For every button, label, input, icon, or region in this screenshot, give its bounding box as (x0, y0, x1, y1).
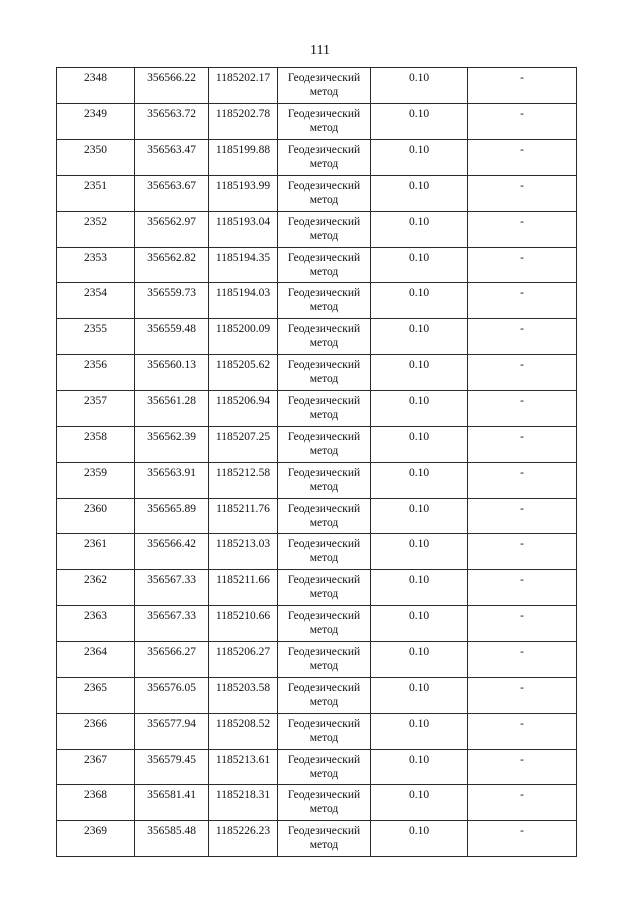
y-coordinate-cell (209, 642, 278, 678)
method-cell (278, 463, 371, 499)
y-coordinate-cell-text: 1185212.58 (215, 467, 271, 479)
y-coordinate-cell-text: 1185213.03 (215, 538, 271, 550)
y-coordinate-cell-text: 1185210.66 (215, 610, 271, 622)
x-coordinate-cell (135, 104, 209, 140)
accuracy-cell-text: 0.10 (408, 574, 430, 586)
table-row (57, 499, 577, 534)
accuracy-cell (371, 176, 468, 212)
y-coordinate-cell-text: 1185203.58 (215, 682, 271, 694)
note-cell (468, 427, 577, 463)
x-coordinate-cell (135, 750, 209, 785)
point-number-cell-text: 2367 (84, 754, 107, 766)
table-row (57, 176, 577, 212)
method-cell-text: Геодезический метод (287, 646, 361, 672)
accuracy-cell (371, 391, 468, 427)
y-coordinate-cell (209, 785, 278, 821)
point-number-cell-text: 2354 (84, 287, 107, 299)
method-cell-text: Геодезический метод (287, 789, 361, 815)
method-cell (278, 391, 371, 427)
accuracy-cell (371, 212, 468, 248)
method-cell-text: Геодезический метод (287, 538, 361, 564)
y-coordinate-cell-text: 1185211.66 (216, 574, 270, 586)
point-number-cell-text: 2357 (84, 395, 107, 407)
method-cell-text: Геодезический метод (287, 682, 361, 708)
x-coordinate-cell (135, 534, 209, 570)
accuracy-cell-text: 0.10 (408, 610, 430, 622)
accuracy-cell-text: 0.10 (408, 467, 430, 479)
x-coordinate-cell (135, 427, 209, 463)
table-row (57, 283, 577, 319)
method-cell-text: Геодезический метод (287, 216, 361, 242)
table-row (57, 570, 577, 606)
note-cell-text: - (520, 610, 524, 622)
x-coordinate-cell-text: 356562.39 (147, 431, 196, 443)
method-cell-text: Геодезический метод (287, 825, 361, 851)
note-cell-text: - (520, 754, 524, 766)
accuracy-cell (371, 319, 468, 355)
x-coordinate-cell (135, 821, 209, 857)
method-cell (278, 678, 371, 714)
note-cell (468, 140, 577, 176)
x-coordinate-cell-text: 356566.42 (147, 538, 196, 550)
y-coordinate-cell (209, 714, 278, 750)
accuracy-cell-text: 0.10 (408, 323, 430, 335)
method-cell-text: Геодезический метод (287, 503, 361, 529)
note-cell (468, 212, 577, 248)
note-cell-text: - (520, 72, 524, 84)
y-coordinate-cell (209, 463, 278, 499)
x-coordinate-cell-text: 356581.41 (147, 789, 196, 801)
table-row (57, 140, 577, 176)
y-coordinate-cell-text: 1185208.52 (215, 718, 271, 730)
accuracy-cell-text: 0.10 (408, 359, 430, 371)
method-cell-text: Геодезический метод (287, 323, 361, 349)
point-number-cell (57, 140, 135, 176)
note-cell (468, 499, 577, 534)
point-number-cell-text: 2356 (84, 359, 107, 371)
method-cell (278, 785, 371, 821)
x-coordinate-cell-text: 356567.33 (147, 574, 196, 586)
note-cell-text: - (520, 395, 524, 407)
y-coordinate-cell-text: 1185194.35 (215, 252, 271, 264)
x-coordinate-cell-text: 356559.48 (147, 323, 196, 335)
note-cell (468, 68, 577, 104)
accuracy-cell (371, 678, 468, 714)
table-row (57, 785, 577, 821)
note-cell-text: - (520, 538, 524, 550)
accuracy-cell (371, 534, 468, 570)
y-coordinate-cell-text: 1185213.61 (215, 754, 271, 766)
x-coordinate-cell (135, 355, 209, 391)
y-coordinate-cell-text: 1185200.09 (215, 323, 271, 335)
point-number-cell-text: 2366 (84, 718, 107, 730)
point-number-cell-text: 2359 (84, 467, 107, 479)
y-coordinate-cell (209, 319, 278, 355)
x-coordinate-cell-text: 356585.48 (147, 825, 196, 837)
accuracy-cell (371, 463, 468, 499)
y-coordinate-cell (209, 355, 278, 391)
note-cell (468, 642, 577, 678)
note-cell (468, 104, 577, 140)
table-row (57, 391, 577, 427)
point-number-cell-text: 2350 (84, 144, 107, 156)
method-cell (278, 248, 371, 283)
method-cell (278, 140, 371, 176)
point-number-cell (57, 248, 135, 283)
note-cell-text: - (520, 574, 524, 586)
accuracy-cell-text: 0.10 (408, 789, 430, 801)
table-row (57, 463, 577, 499)
x-coordinate-cell (135, 606, 209, 642)
table-row (57, 248, 577, 283)
y-coordinate-cell-text: 1185206.94 (215, 395, 271, 407)
method-cell-text: Геодезический метод (287, 718, 361, 744)
accuracy-cell-text: 0.10 (408, 754, 430, 766)
method-cell (278, 427, 371, 463)
accuracy-cell-text: 0.10 (408, 718, 430, 730)
note-cell-text: - (520, 180, 524, 192)
table-row (57, 104, 577, 140)
x-coordinate-cell-text: 356565.89 (147, 503, 196, 515)
method-cell (278, 68, 371, 104)
method-cell (278, 714, 371, 750)
y-coordinate-cell-text: 1185211.76 (216, 503, 270, 515)
point-number-cell-text: 2368 (84, 789, 107, 801)
method-cell-text: Геодезический метод (287, 287, 361, 313)
note-cell-text: - (520, 467, 524, 479)
x-coordinate-cell-text: 356559.73 (147, 287, 196, 299)
point-number-cell-text: 2353 (84, 252, 107, 264)
x-coordinate-cell-text: 356563.72 (147, 108, 196, 120)
y-coordinate-cell (209, 499, 278, 534)
x-coordinate-cell-text: 356562.82 (147, 252, 196, 264)
y-coordinate-cell (209, 606, 278, 642)
y-coordinate-cell-text: 1185218.31 (215, 789, 271, 801)
note-cell (468, 821, 577, 857)
method-cell-text: Геодезический метод (287, 108, 361, 134)
y-coordinate-cell-text: 1185193.04 (215, 216, 271, 228)
y-coordinate-cell-text: 1185205.62 (215, 359, 271, 371)
method-cell (278, 499, 371, 534)
note-cell-text: - (520, 646, 524, 658)
note-cell-text: - (520, 682, 524, 694)
accuracy-cell (371, 821, 468, 857)
accuracy-cell-text: 0.10 (408, 252, 430, 264)
method-cell (278, 319, 371, 355)
x-coordinate-cell-text: 356561.28 (147, 395, 196, 407)
accuracy-cell (371, 283, 468, 319)
note-cell (468, 570, 577, 606)
note-cell (468, 785, 577, 821)
accuracy-cell-text: 0.10 (408, 144, 430, 156)
table-row (57, 68, 577, 104)
x-coordinate-cell (135, 319, 209, 355)
x-coordinate-cell (135, 499, 209, 534)
method-cell (278, 176, 371, 212)
table-row (57, 427, 577, 463)
point-number-cell (57, 570, 135, 606)
point-number-cell (57, 750, 135, 785)
note-cell (468, 283, 577, 319)
y-coordinate-cell (209, 212, 278, 248)
y-coordinate-cell-text: 1185202.17 (215, 72, 271, 84)
accuracy-cell (371, 248, 468, 283)
y-coordinate-cell-text: 1185207.25 (215, 431, 271, 443)
accuracy-cell-text: 0.10 (408, 503, 430, 515)
y-coordinate-cell (209, 534, 278, 570)
y-coordinate-cell-text: 1185202.78 (215, 108, 271, 120)
accuracy-cell-text: 0.10 (408, 72, 430, 84)
x-coordinate-cell-text: 356566.22 (147, 72, 196, 84)
y-coordinate-cell-text: 1185194.03 (215, 287, 271, 299)
accuracy-cell (371, 68, 468, 104)
accuracy-cell-text: 0.10 (408, 108, 430, 120)
x-coordinate-cell (135, 248, 209, 283)
note-cell (468, 678, 577, 714)
accuracy-cell-text: 0.10 (408, 180, 430, 192)
y-coordinate-cell (209, 678, 278, 714)
note-cell-text: - (520, 252, 524, 264)
y-coordinate-cell (209, 570, 278, 606)
y-coordinate-cell (209, 283, 278, 319)
point-number-cell (57, 678, 135, 714)
note-cell-text: - (520, 287, 524, 299)
table-row (57, 821, 577, 857)
accuracy-cell-text: 0.10 (408, 431, 430, 443)
accuracy-cell-text: 0.10 (408, 825, 430, 837)
table-row (57, 750, 577, 785)
point-number-cell (57, 68, 135, 104)
accuracy-cell (371, 104, 468, 140)
note-cell-text: - (520, 216, 524, 228)
note-cell-text: - (520, 144, 524, 156)
x-coordinate-cell (135, 642, 209, 678)
note-cell-text: - (520, 431, 524, 443)
note-cell (468, 176, 577, 212)
note-cell (468, 319, 577, 355)
y-coordinate-cell (209, 427, 278, 463)
method-cell-text: Геодезический метод (287, 180, 361, 206)
x-coordinate-cell-text: 356563.67 (147, 180, 196, 192)
note-cell-text: - (520, 789, 524, 801)
table-row (57, 714, 577, 750)
method-cell-text: Геодезический метод (287, 359, 361, 385)
point-number-cell (57, 821, 135, 857)
note-cell-text: - (520, 503, 524, 515)
accuracy-cell-text: 0.10 (408, 538, 430, 550)
note-cell-text: - (520, 825, 524, 837)
accuracy-cell-text: 0.10 (408, 287, 430, 299)
method-cell-text: Геодезический метод (287, 252, 361, 278)
y-coordinate-cell (209, 391, 278, 427)
point-number-cell (57, 176, 135, 212)
point-number-cell (57, 642, 135, 678)
y-coordinate-cell (209, 68, 278, 104)
note-cell-text: - (520, 108, 524, 120)
y-coordinate-cell (209, 248, 278, 283)
point-number-cell (57, 534, 135, 570)
method-cell (278, 534, 371, 570)
note-cell (468, 750, 577, 785)
coordinates-table (56, 67, 577, 857)
table-row (57, 678, 577, 714)
x-coordinate-cell-text: 356562.97 (147, 216, 196, 228)
note-cell (468, 248, 577, 283)
method-cell (278, 355, 371, 391)
method-cell (278, 606, 371, 642)
point-number-cell-text: 2369 (84, 825, 107, 837)
y-coordinate-cell (209, 176, 278, 212)
x-coordinate-cell-text: 356563.91 (147, 467, 196, 479)
point-number-cell (57, 355, 135, 391)
x-coordinate-cell (135, 570, 209, 606)
point-number-cell-text: 2355 (84, 323, 107, 335)
method-cell (278, 642, 371, 678)
point-number-cell (57, 463, 135, 499)
y-coordinate-cell (209, 140, 278, 176)
point-number-cell-text: 2358 (84, 431, 107, 443)
method-cell (278, 570, 371, 606)
note-cell (468, 534, 577, 570)
method-cell-text: Геодезический метод (287, 574, 361, 600)
accuracy-cell (371, 714, 468, 750)
method-cell (278, 750, 371, 785)
point-number-cell-text: 2352 (84, 216, 107, 228)
table-row (57, 212, 577, 248)
y-coordinate-cell-text: 1185199.88 (215, 144, 271, 156)
method-cell-text: Геодезический метод (287, 754, 361, 780)
table-row (57, 642, 577, 678)
note-cell-text: - (520, 718, 524, 730)
point-number-cell (57, 319, 135, 355)
x-coordinate-cell-text: 356577.94 (147, 718, 196, 730)
y-coordinate-cell-text: 1185206.27 (215, 646, 271, 658)
point-number-cell-text: 2364 (84, 646, 107, 658)
accuracy-cell-text: 0.10 (408, 646, 430, 658)
y-coordinate-cell (209, 104, 278, 140)
accuracy-cell (371, 427, 468, 463)
note-cell (468, 606, 577, 642)
method-cell (278, 104, 371, 140)
x-coordinate-cell-text: 356576.05 (147, 682, 196, 694)
point-number-cell (57, 427, 135, 463)
table-row (57, 534, 577, 570)
method-cell-text: Геодезический метод (287, 72, 361, 98)
method-cell-text: Геодезический метод (287, 395, 361, 421)
accuracy-cell (371, 355, 468, 391)
point-number-cell-text: 2365 (84, 682, 107, 694)
x-coordinate-cell (135, 140, 209, 176)
x-coordinate-cell (135, 678, 209, 714)
table-row (57, 355, 577, 391)
point-number-cell-text: 2362 (84, 574, 107, 586)
table-row (57, 319, 577, 355)
x-coordinate-cell (135, 463, 209, 499)
method-cell-text: Геодезический метод (287, 467, 361, 493)
accuracy-cell (371, 750, 468, 785)
point-number-cell (57, 104, 135, 140)
point-number-cell-text: 2361 (84, 538, 107, 550)
point-number-cell-text: 2360 (84, 503, 107, 515)
method-cell-text: Геодезический метод (287, 144, 361, 170)
y-coordinate-cell (209, 821, 278, 857)
x-coordinate-cell (135, 714, 209, 750)
note-cell (468, 391, 577, 427)
table-row (57, 606, 577, 642)
note-cell (468, 463, 577, 499)
accuracy-cell-text: 0.10 (408, 395, 430, 407)
method-cell (278, 283, 371, 319)
x-coordinate-cell (135, 283, 209, 319)
x-coordinate-cell (135, 391, 209, 427)
x-coordinate-cell (135, 176, 209, 212)
x-coordinate-cell (135, 212, 209, 248)
note-cell-text: - (520, 359, 524, 371)
method-cell (278, 212, 371, 248)
accuracy-cell (371, 642, 468, 678)
point-number-cell (57, 714, 135, 750)
x-coordinate-cell-text: 356563.47 (147, 144, 196, 156)
method-cell (278, 821, 371, 857)
accuracy-cell (371, 606, 468, 642)
point-number-cell (57, 499, 135, 534)
point-number-cell-text: 2348 (84, 72, 107, 84)
point-number-cell (57, 785, 135, 821)
point-number-cell (57, 606, 135, 642)
accuracy-cell (371, 785, 468, 821)
point-number-cell (57, 212, 135, 248)
x-coordinate-cell-text: 356560.13 (147, 359, 196, 371)
note-cell-text: - (520, 323, 524, 335)
point-number-cell-text: 2363 (84, 610, 107, 622)
accuracy-cell (371, 140, 468, 176)
method-cell-text: Геодезический метод (287, 610, 361, 636)
x-coordinate-cell (135, 68, 209, 104)
page-number: 111 (310, 43, 330, 58)
point-number-cell-text: 2349 (84, 108, 107, 120)
note-cell (468, 355, 577, 391)
x-coordinate-cell-text: 356579.45 (147, 754, 196, 766)
y-coordinate-cell (209, 750, 278, 785)
point-number-cell (57, 391, 135, 427)
coordinates-table-body (57, 68, 577, 857)
x-coordinate-cell-text: 356566.27 (147, 646, 196, 658)
accuracy-cell-text: 0.10 (408, 682, 430, 694)
accuracy-cell (371, 499, 468, 534)
accuracy-cell (371, 570, 468, 606)
y-coordinate-cell-text: 1185226.23 (215, 825, 271, 837)
point-number-cell-text: 2351 (84, 180, 107, 192)
method-cell-text: Геодезический метод (287, 431, 361, 457)
x-coordinate-cell-text: 356567.33 (147, 610, 196, 622)
y-coordinate-cell-text: 1185193.99 (215, 180, 271, 192)
point-number-cell (57, 283, 135, 319)
note-cell (468, 714, 577, 750)
x-coordinate-cell (135, 785, 209, 821)
accuracy-cell-text: 0.10 (408, 216, 430, 228)
